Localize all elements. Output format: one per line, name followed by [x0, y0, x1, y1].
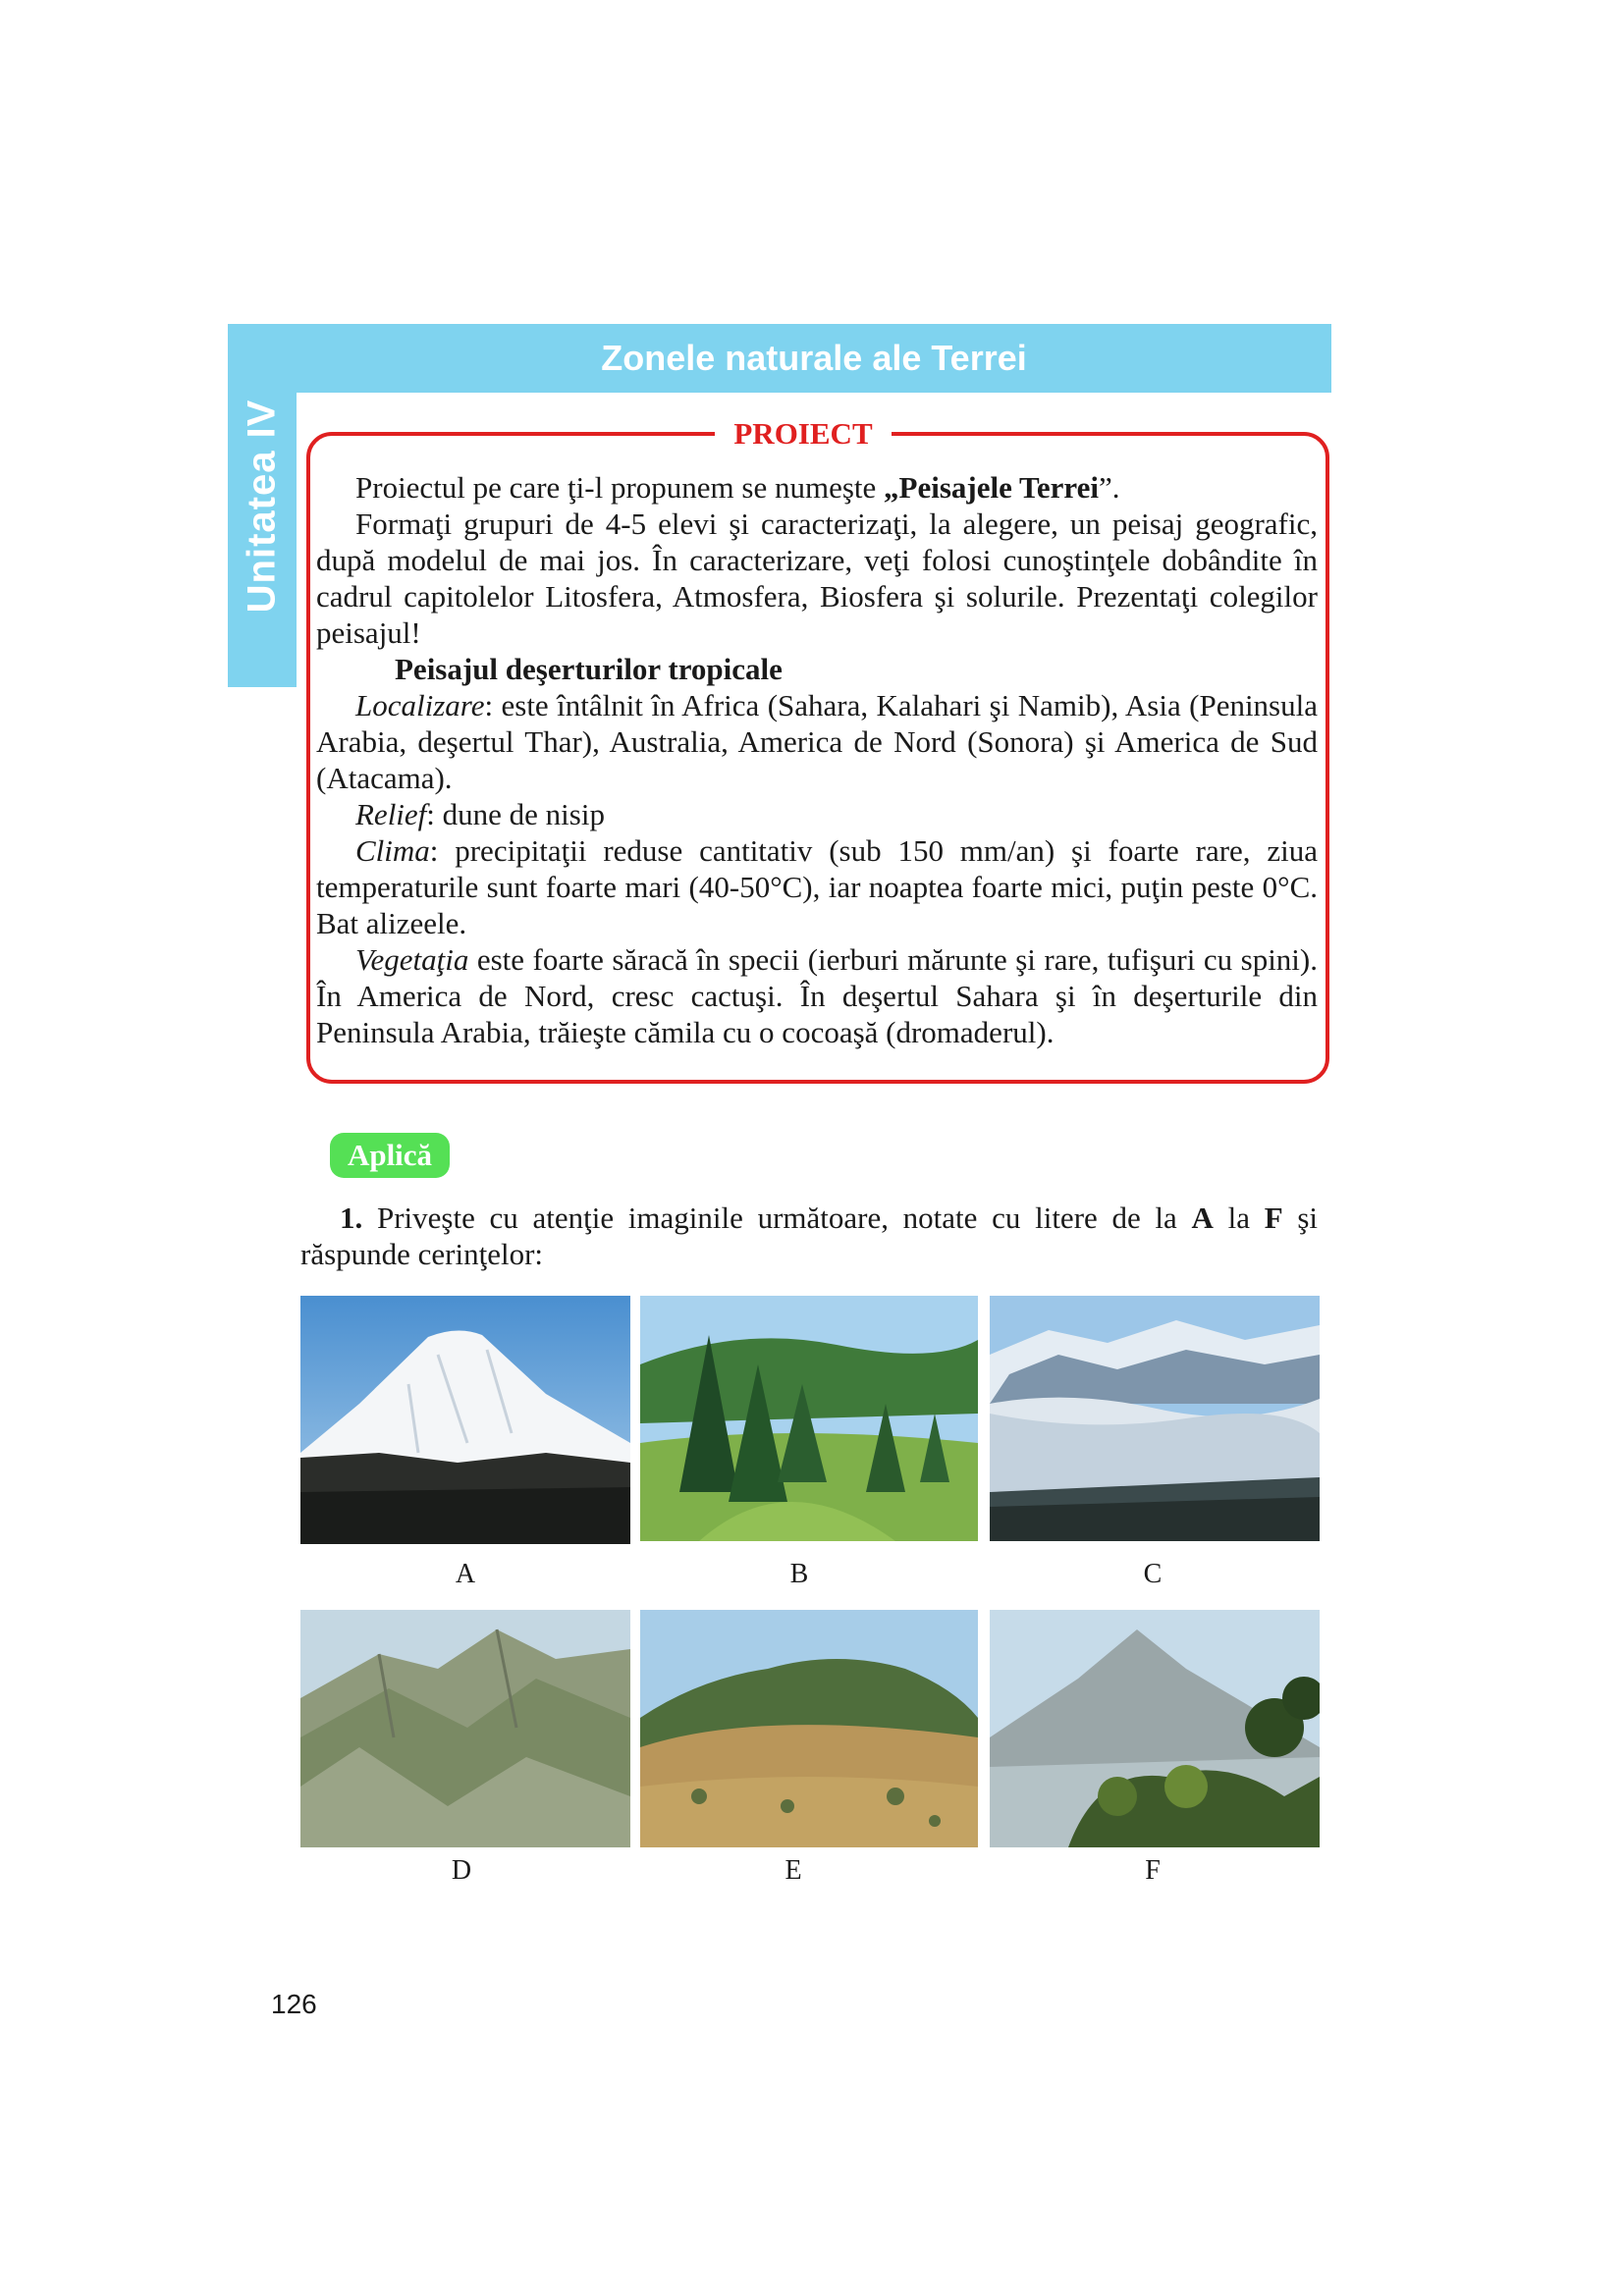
clima-label: Clima [355, 833, 430, 868]
vegetatia-label: Vegetaţia [355, 942, 469, 977]
project-intro-suffix: ”. [1098, 470, 1120, 505]
question-1-text [300, 1200, 1318, 1272]
localizare-paragraph [316, 687, 1318, 796]
question-letter-a: A [1191, 1201, 1214, 1235]
project-text [316, 469, 1318, 1050]
question-letter-f: F [1264, 1201, 1283, 1235]
photo-d-caption: D [451, 1855, 472, 1886]
photo-a-caption: A [455, 1559, 476, 1589]
project-intro-prefix: Proiectul pe care ţi-l propunem se numeşte [355, 470, 885, 505]
project-label: PROIECT [715, 414, 892, 454]
photo-e-caption: E [784, 1855, 802, 1886]
chapter-title: Zonele naturale ale Terrei [601, 338, 1027, 378]
question-text-part-1: Priveşte cu atenţie imaginile următoare, notate cu litere de la [362, 1201, 1192, 1235]
vegetatia-paragraph [316, 941, 1318, 1050]
project-intro [316, 469, 1318, 506]
relief-text: : dune de nisip [426, 797, 605, 831]
relief-label: Relief [355, 797, 427, 831]
question-number: 1. [340, 1201, 363, 1235]
vegetatia-text: este foarte săracă în specii (ierburi mărunte şi rare, tufişuri cu spini). În America de Nord, cresc cactuşi. În deşertul Sahara şi în deşerturile din Peninsula Arabia, trăieşte cămila cu o cocoaşă (dromaderul). [316, 942, 1318, 1049]
relief-paragraph [316, 796, 1318, 832]
clima-paragraph [316, 832, 1318, 941]
question-text-part-3: şi răspunde cerinţelor: [300, 1201, 1319, 1271]
photo-b-forest-meadow [640, 1296, 978, 1541]
project-name: „Peisajele Terrei [884, 470, 1099, 505]
localizare-label: Localizare [355, 688, 485, 722]
photo-f-caption: F [1145, 1855, 1161, 1886]
unit-side-tab-label: Unitatea IV [240, 399, 284, 613]
landscape-title: Peisajul deşerturilor tropicale [395, 652, 783, 686]
photo-c-caption: C [1143, 1559, 1163, 1589]
photo-e-steppe-hill [640, 1610, 978, 1847]
photo-d-mountain-ridges [300, 1610, 630, 1847]
photo-c-clouds-mountains [990, 1296, 1320, 1541]
question-text-part-2: la [1213, 1201, 1265, 1235]
project-instructions: Formaţi grupuri de 4-5 elevi şi caracterizaţi, la alegere, un peisaj geografic, după modelul de mai jos. În caracterizare, veţi folosi cunoştinţele dobândite în cadrul capitolelor Litosfera, Atmosfera, Biosfera şi solurile. Prezentaţi colegilor peisajul! [316, 507, 1318, 650]
page-number: 126 [271, 1989, 317, 2019]
question-1 [300, 1200, 1318, 1272]
photo-a-snowy-volcano [300, 1296, 630, 1544]
photo-f-volcanic-peak [990, 1610, 1320, 1847]
localizare-text: : este întâlnit în Africa (Sahara, Kalahari şi Namib), Asia (Peninsula Arabia, deşertul Thar), Australia, America de Nord (Sonora) şi America de Sud (Atacama). [316, 688, 1318, 795]
apply-badge: Aplică [330, 1133, 450, 1178]
photo-b-caption: B [789, 1559, 809, 1589]
clima-text: : precipitaţii reduse cantitativ (sub 150 mm/an) şi foarte rare, ziua temperaturile sunt foarte mari (40-50°C), iar noaptea foarte mici, puţin peste 0°C. Bat alizeele. [316, 833, 1318, 940]
